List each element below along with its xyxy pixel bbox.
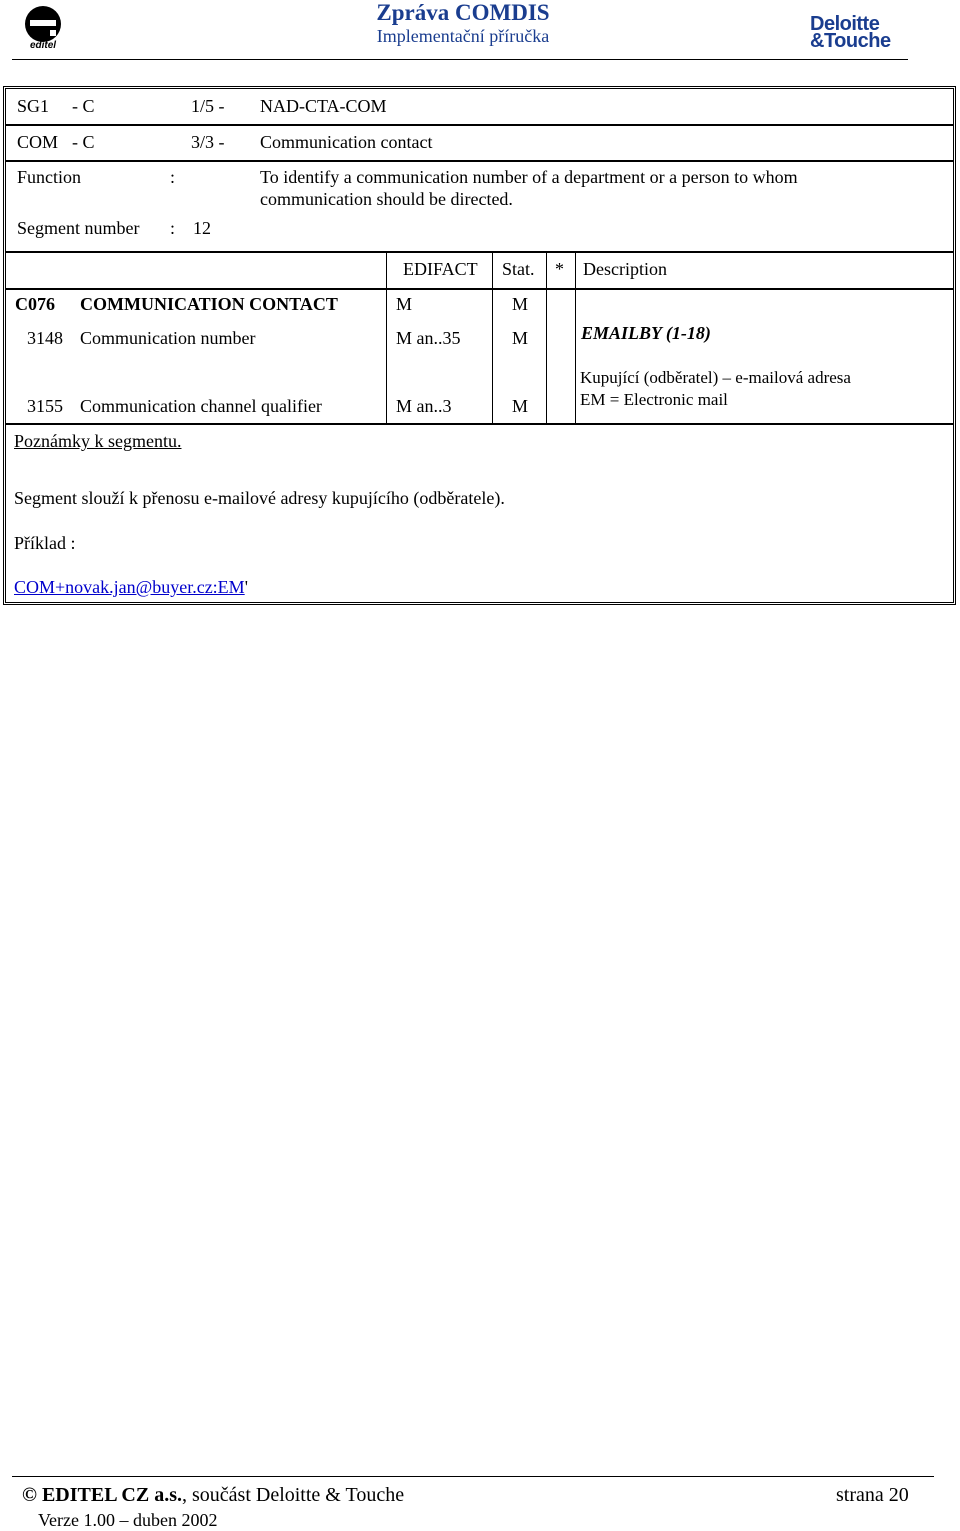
example-line: COM+novak.jan@buyer.cz:EM' [14,577,248,597]
sg-status: - C [72,96,95,116]
function-text-line1: To identify a communication number of a department or a person to whom [260,167,798,187]
composite-name: COMMUNICATION CONTACT [80,294,338,314]
element-code: 3155 [27,396,63,416]
editel-logo-text: editel [29,40,57,50]
document-subtitle: Implementační příručka [376,26,550,46]
footer-rule [12,1476,934,1477]
com-repeat: 3/3 - [191,132,225,152]
element-name: Communication number [80,328,256,348]
column-divider [386,253,387,423]
row-divider [6,251,953,253]
dt-logo-line1: Deloitte [810,13,880,35]
element-stat: M [512,396,529,416]
composite-edifact: M [396,294,413,314]
segment-number-value: 12 [193,218,211,238]
document-title: Zpráva COMDIS [376,0,550,25]
segment-number-colon: : [170,218,176,238]
header-stat: Stat. [502,259,535,279]
row-divider [6,423,953,425]
element-description-line2: EM = Electronic mail [580,390,728,409]
example-value[interactable]: COM+novak.jan@buyer.cz:EM [14,577,245,597]
header-edifact: EDIFACT [403,259,478,279]
footer-version: Verze 1.00 – duben 2002 [38,1510,218,1530]
row-divider [6,160,953,162]
header-description: Description [583,259,667,279]
footer-company-rest: , součást Deloitte & Touche [182,1484,405,1506]
footer-company [22,1484,404,1507]
example-label: Příklad : [14,533,76,553]
dt-logo-line2: &Touche [810,30,891,52]
sg-repeat: 1/5 - [191,96,225,116]
function-label: Function [17,167,82,187]
composite-stat: M [512,294,529,314]
footer-company-bold: © EDITEL CZ a.s. [22,1484,182,1506]
segment-number-label: Segment number [17,218,140,238]
deloitte-touche-logo [810,13,891,52]
notes-text: Segment slouží k přenosu e-mailové adresy kupujícího (odběratele). [14,488,505,508]
composite-code: C076 [15,294,55,314]
com-name: Communication contact [260,132,433,152]
element-edifact: M an..3 [396,396,452,416]
com-status: - C [72,132,95,152]
column-divider [575,253,576,423]
column-divider [492,253,493,423]
column-divider [546,253,547,423]
element-name: Communication channel qualifier [80,396,322,416]
com-code: COM [17,132,59,152]
sg-code: SG1 [17,96,50,116]
footer-page: strana 20 [836,1484,909,1506]
header-rule [12,59,908,60]
row-divider [6,288,953,290]
element-edifact: M an..35 [396,328,461,348]
sg-name: NAD-CTA-COM [260,96,387,116]
element-description-line1: Kupující (odběratel) – e-mailová adresa [580,368,851,387]
element-stat: M [512,328,529,348]
element-description: EMAILBY (1-18) [581,323,711,343]
element-code: 3148 [27,328,63,348]
function-colon: : [170,167,176,187]
function-text-line2: communication should be directed. [260,189,513,209]
notes-heading: Poznámky k segmentu. [14,431,182,451]
row-divider [6,124,953,126]
header-star: * [555,259,564,279]
